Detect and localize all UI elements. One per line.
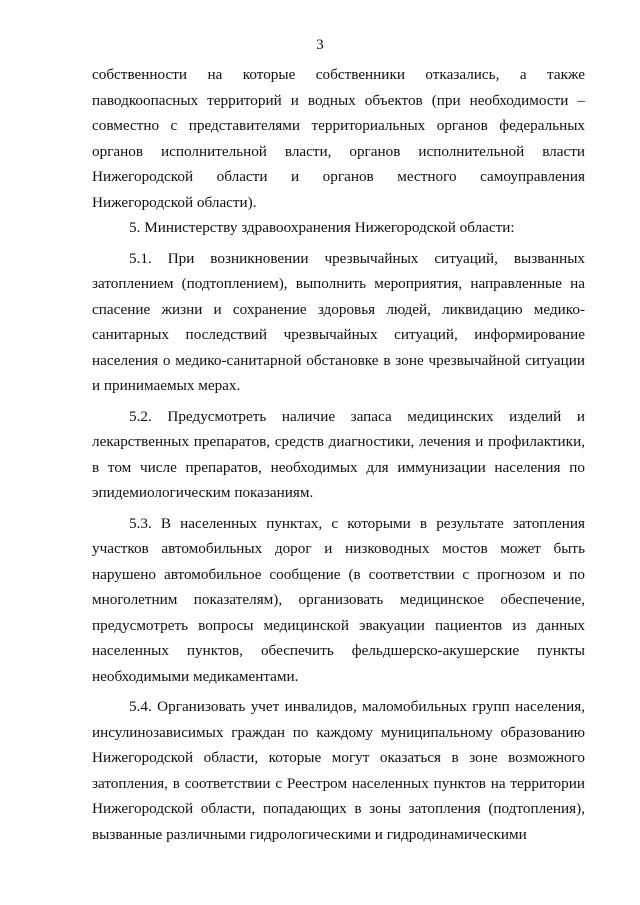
paragraph-5-4: 5.4. Организовать учет инвалидов, маломобильных групп населения, инсулинозависимых граждан по каждому муниципальному образованию Нижегородской области, которые могут оказаться в зоне возможного затопления, в соответствии с Реестром населенных пунктов на территории Нижегородской области, попадающих в зоны затопления (подтопления), вызванные различными гидрологическими и гидродинамическими xyxy=(92,698,585,843)
paragraph-5-2: 5.2. Предусмотреть наличие запаса медицинских изделий и лекарственных препаратов, средств диагностики, лечения и профилактики, в том числе препаратов, необходимых для иммунизации населения по эпидемиологическим показаниям. xyxy=(92,407,585,501)
page-number: 3 xyxy=(316,37,324,53)
paragraph-section-5-heading: 5. Министерству здравоохранения Нижегородской области: xyxy=(129,219,515,236)
document-body xyxy=(92,62,585,847)
paragraph-continuation: собственности на которые собственники отказались, а также паводкоопасных территорий и водных объектов (при необходимости – совместно с представителями территориальных органов федеральных органов исполнительной власти, органов исполнительной власти Нижегородской области и органов местного самоуправления Нижегородской области). xyxy=(92,66,585,211)
paragraph-5-1: 5.1. При возникновении чрезвычайных ситуаций, вызванных затоплением (подтоплением), выполнить мероприятия, направленные на спасение жизни и сохранение здоровья людей, ликвидацию медико-санитарных последствий чрезвычайных ситуаций, информирование населения о медико-санитарной обстановке в зоне чрезвычайной ситуации и принимаемых мерах. xyxy=(92,249,585,394)
paragraph-5-3: 5.3. В населенных пунктах, с которыми в результате затопления участков автомобильных дорог и низководных мостов может быть нарушено автомобильное сообщение (в соответствии с прогнозом и по многолетним показателям), организовать медицинское обеспечение, предусмотреть вопросы медицинской эвакуации пациентов из данных населенных пунктов, обеспечить фельдшерско-акушерские пункты необходимыми медикаментами. xyxy=(92,514,585,685)
